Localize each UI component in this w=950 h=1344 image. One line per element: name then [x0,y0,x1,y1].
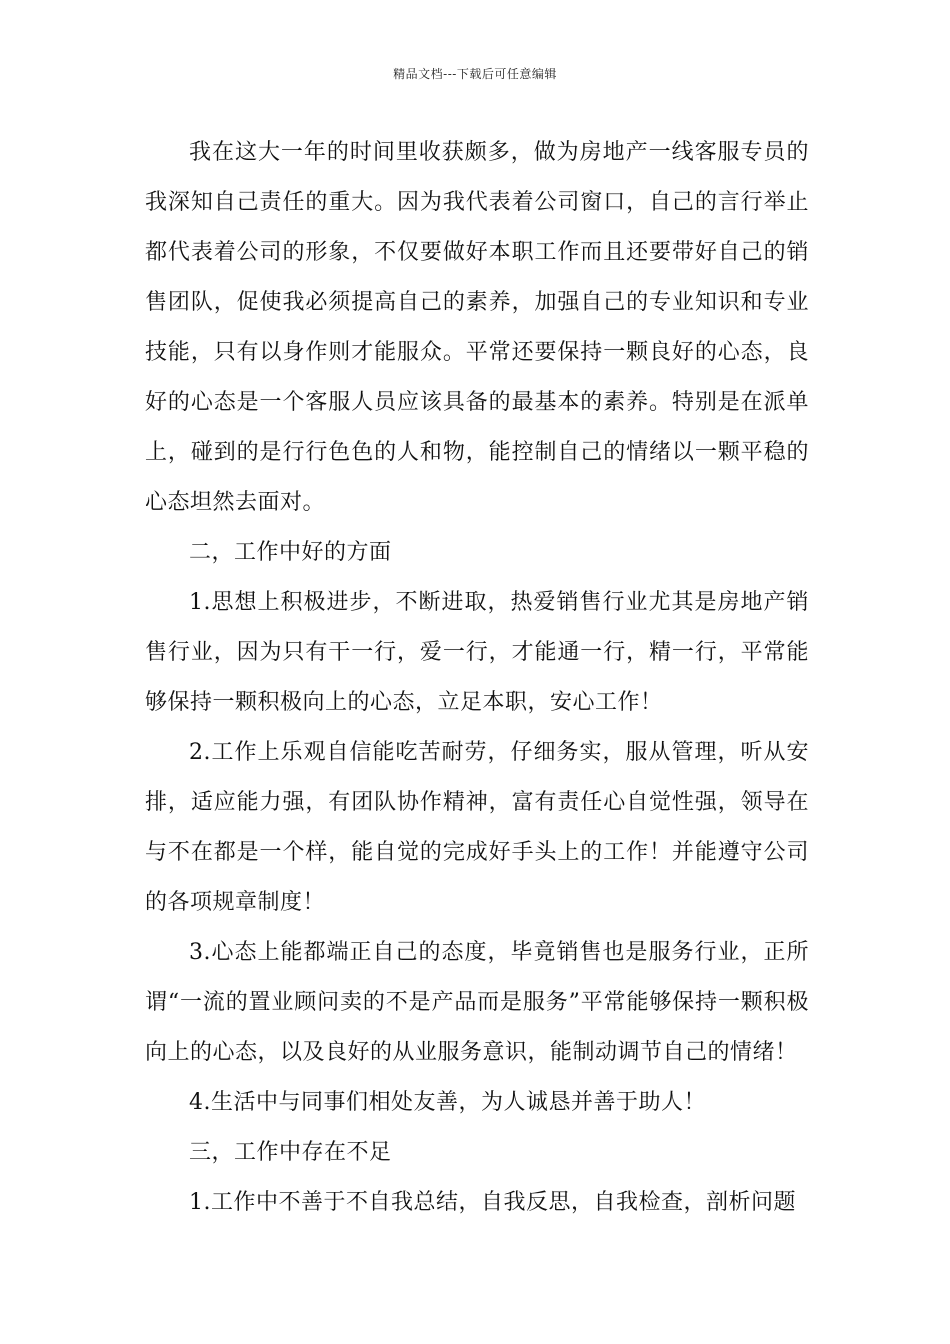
section-heading: 三，工作中存在不足 [189,1140,392,1165]
list-item: 2.工作上乐观自信能吃苦耐劳，仔细务实，服从管理，听从安排，适应能力强，有团队协作精神，富有责任心自觉性强，领导在与不在都是一个样，能自觉的完成好手头上的工作！并能遵守公司的各项规章制度！ [145,740,809,915]
list-item: 4.生活中与同事们相处友善，为人诚恳并善于助人！ [189,1090,706,1115]
page-header: 精品文档---下载后可任意编辑 [393,67,557,81]
list-item: 3.心态上能都端正自己的态度，毕竟销售也是服务行业，正所谓“一流的置业顾问卖的不是产品而是服务”平常能够保持一颗积极向上的心态，以及良好的从业服务意识，能制动调节自己的情绪！ [145,940,809,1065]
document-body [145,128,809,1228]
section-heading: 二，工作中好的方面 [189,540,392,565]
paragraph: 我在这大一年的时间里收获颇多，做为房地产一线客服专员的我深知自己责任的重大。因为我代表着公司窗口，自己的言行举止都代表着公司的形象，不仅要做好本职工作而且还要带好自己的销售团队，促使我必须提高自己的素养，加强自己的专业知识和专业技能，只有以身作则才能服众。平常还要保持一颗良好的心态，良好的心态是一个客服人员应该具备的最基本的素养。特别是在派单上，碰到的是行行色色的人和物，能控制自己的情绪以一颗平稳的心态坦然去面对。 [145,140,809,515]
list-item: 1.思想上积极进步，不断进取，热爱销售行业尤其是房地产销售行业，因为只有干一行，爱一行，才能通一行，精一行，平常能够保持一颗积极向上的心态，立足本职，安心工作！ [145,590,809,715]
list-item: 1.工作中不善于不自我总结，自我反思，自我检查，剖析问题 [189,1190,796,1215]
